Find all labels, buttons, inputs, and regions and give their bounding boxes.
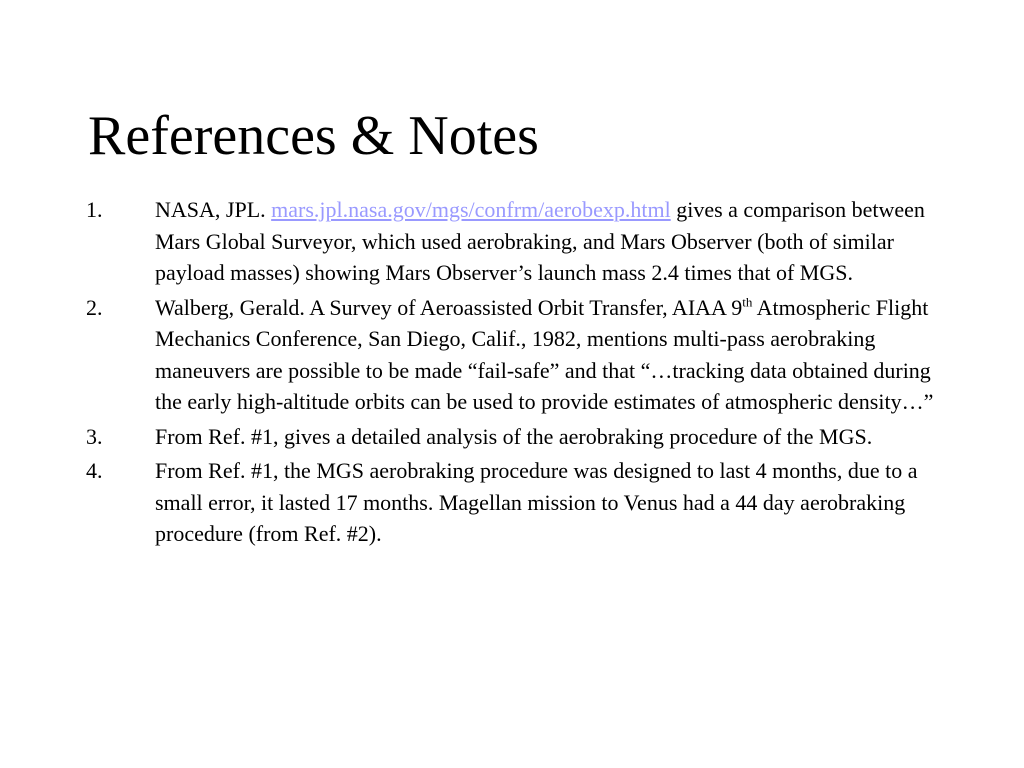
reference-number: 4. (86, 458, 103, 483)
reference-number: 3. (86, 423, 103, 449)
reference-item-3 (86, 421, 936, 453)
reference-text: From Ref. #1, the MGS aerobraking procedure was designed to last 4 months, due to a small error, it lasted 17 months. Magellan mission to Venus had a 44 day aerobraking procedure (from Ref. #2). (155, 458, 918, 546)
ordinal-superscript: th (742, 294, 753, 310)
reference-note: gives a comparison between Mars Global Surveyor, which used aerobraking, and Mars Observer (both of similar payload masses) showing Mars Observer’s launch mass 2.4 times that of MGS. (155, 197, 925, 285)
reference-item-4 (86, 455, 936, 550)
references-list (86, 194, 936, 553)
reference-text: From Ref. #1, gives a detailed analysis of the aerobraking procedure of the MGS. (155, 423, 873, 449)
reference-link[interactable]: mars.jpl.nasa.gov/mgs/confrm/aerobexp.html (271, 197, 671, 222)
reference-text (155, 292, 936, 418)
reference-item-1 (86, 194, 936, 289)
reference-number: 2. (86, 294, 103, 320)
reference-note: Atmospheric Flight Mechanics Conference, San Diego, Calif., 1982, mentions multi-pass aerobraking maneuvers are possible to be made “fail-safe” and that “…tracking data obtained during the early high-altitude orbits can be used to provide estimates of atmospheric density…” (155, 294, 934, 414)
page-title: References & Notes (88, 105, 539, 167)
reference-source: NASA, JPL. (155, 197, 272, 222)
reference-item-2 (86, 292, 936, 418)
reference-text (155, 194, 936, 289)
reference-number: 1. (86, 197, 103, 222)
reference-source: Walberg, Gerald. A Survey of Aeroassisted Orbit Transfer, AIAA 9 (155, 294, 743, 320)
